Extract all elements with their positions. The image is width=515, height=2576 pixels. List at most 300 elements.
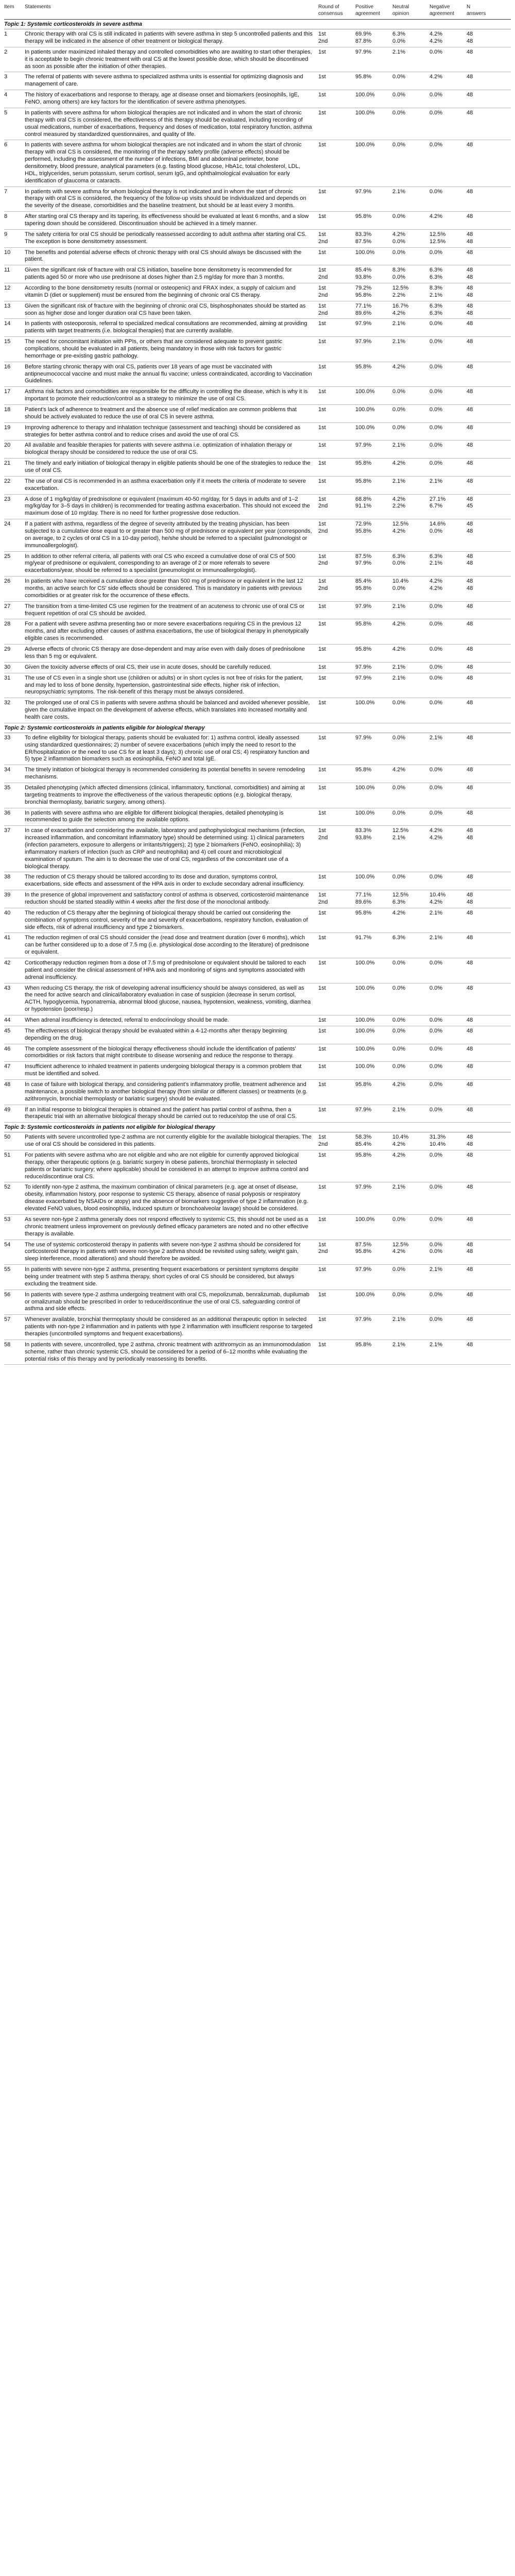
statement-text: Asthma risk factors and comorbidities are responsible for the difficulty in controlling the disease, which is why it is important to promote their reduction/control as a strategy to minimize the use of oral CS. bbox=[25, 388, 308, 402]
round-cell: 1st bbox=[318, 363, 326, 370]
round-cell: 1st bbox=[318, 442, 326, 449]
negative-cell: 0.0% bbox=[430, 784, 443, 791]
answers-cell: 48 bbox=[467, 1184, 473, 1191]
header-statements: Statements bbox=[25, 4, 51, 10]
table-row bbox=[4, 1215, 511, 1240]
statement-text: The reduction of CS therapy should be tailored according to its dose and duration, symptoms control, exacerbations, side effects and assessment of the HPA axis in order to exclude secondary adrenal insufficiency. bbox=[25, 874, 304, 888]
answers-cell: 48 bbox=[467, 909, 473, 916]
negative-cell: 0.0% bbox=[430, 1027, 443, 1034]
positive-cell: 100.0% bbox=[355, 1017, 375, 1024]
positive-cell: 95.8% bbox=[355, 363, 372, 370]
round-cell: 1st bbox=[318, 142, 326, 148]
negative-cell: 0.0% bbox=[430, 1017, 443, 1024]
table-row bbox=[4, 1015, 511, 1026]
table-row bbox=[4, 405, 511, 423]
neutral-cell: 4.2% bbox=[392, 1081, 406, 1088]
round-cell: 1st bbox=[318, 700, 326, 706]
item-number: 35 bbox=[4, 784, 11, 791]
answers-cell: 48 bbox=[467, 188, 473, 195]
neutral-cell: 0.0% bbox=[392, 109, 406, 116]
table-row bbox=[4, 577, 511, 602]
positive-cell: 95.8% bbox=[355, 74, 372, 80]
table-row bbox=[4, 459, 511, 477]
negative-cell: 0.0% bbox=[430, 1152, 443, 1159]
item-number: 18 bbox=[4, 406, 11, 413]
neutral-cell: 0.0% bbox=[392, 388, 406, 395]
round-cell: 1st bbox=[318, 767, 326, 773]
round-cell: 1st bbox=[318, 388, 326, 395]
item-number: 39 bbox=[4, 892, 11, 899]
answers-cell: 48 bbox=[467, 621, 473, 628]
neutral-cell: 0.0% bbox=[392, 874, 406, 880]
table-row bbox=[4, 212, 511, 230]
negative-cell: 2.1% bbox=[430, 734, 443, 741]
table-row bbox=[4, 337, 511, 362]
table-row bbox=[4, 1080, 511, 1105]
item-number: 19 bbox=[4, 424, 11, 431]
statement-text: For a patient with severe asthma presenting two or more severe exacerbations requiring CS in the previous 12 months, and after excluding other causes of asthma exacerbations, the use of biological therapy in phenotypically eligible cases is recommended. bbox=[25, 621, 309, 642]
answers-cell: 48 bbox=[467, 960, 473, 966]
topic-heading: Topic 1: Systemic corticosteroids in severe asthma bbox=[4, 20, 511, 29]
item-number: 36 bbox=[4, 809, 11, 816]
item-number: 13 bbox=[4, 302, 11, 309]
negative-cell: 0.0% bbox=[430, 424, 443, 431]
round-cell: 1st bbox=[318, 1045, 326, 1052]
table-row bbox=[4, 72, 511, 90]
item-number: 11 bbox=[4, 267, 10, 274]
answers-cell: 48 bbox=[467, 1081, 473, 1088]
table-row bbox=[4, 187, 511, 212]
statement-text: Patients with severe uncontrolled type-2 asthma are not currently eligible for the available biological therapies. The use of oral CS should be considered in this patients. bbox=[25, 1134, 312, 1148]
answers-cell: 48 bbox=[467, 674, 473, 681]
negative-cell: 0.0% bbox=[430, 142, 443, 148]
positive-cell: 58.3% 85.4% bbox=[355, 1134, 372, 1148]
statement-text: The reduction regimen of oral CS should consider the (read dose and treatment duration (over 6 months), which can be further considered up to a dose of 7.5 mg (i.e. physiological dose according to the literature) of prednisone or equivalent. bbox=[25, 935, 310, 956]
statement-text: In patients who have received a cumulative dose greater than 500 mg of prednisone or equivalent in the last 12 months, an active search for CS' side effects should be considered. This is mandatory in patients with previous comorbidities or at greater risk for the occurrence of these effects. bbox=[25, 578, 303, 599]
item-number: 37 bbox=[4, 827, 11, 834]
item-number: 56 bbox=[4, 1291, 11, 1298]
negative-cell: 0.0% bbox=[430, 388, 443, 395]
positive-cell: 87.5% 97.9% bbox=[355, 553, 372, 567]
item-number: 10 bbox=[4, 249, 11, 256]
positive-cell: 95.8% bbox=[355, 1341, 372, 1348]
table-row bbox=[4, 519, 511, 551]
item-number: 23 bbox=[4, 496, 11, 502]
item-number: 51 bbox=[4, 1152, 11, 1159]
answers-cell: 48 bbox=[467, 1017, 473, 1024]
round-cell: 1st bbox=[318, 784, 326, 791]
table-row bbox=[4, 984, 511, 1015]
negative-cell: 0.0% bbox=[430, 1291, 443, 1298]
table-row bbox=[4, 698, 511, 723]
neutral-cell: 8.3% 0.0% bbox=[392, 267, 406, 281]
neutral-cell: 0.0% bbox=[392, 1017, 406, 1024]
answers-cell: 48 bbox=[467, 1266, 473, 1273]
statement-text: The timely and early initiation of biological therapy in eligible patients should be one of the strategies to reduce the use of oral CS. bbox=[25, 460, 311, 474]
negative-cell: 0.0% bbox=[430, 700, 443, 706]
round-cell: 1st 2nd bbox=[318, 1134, 328, 1148]
positive-cell: 100.0% bbox=[355, 249, 375, 256]
neutral-cell: 12.5% 2.2% bbox=[392, 284, 409, 298]
item-number: 27 bbox=[4, 603, 11, 609]
negative-cell: 27.1% 6.7% bbox=[430, 496, 446, 510]
statement-text: Given the toxicity adverse effects of oral CS, their use in acute doses, should be carefully reduced. bbox=[25, 664, 272, 670]
round-cell: 1st bbox=[318, 74, 326, 80]
item-number: 7 bbox=[4, 188, 8, 195]
item-number: 44 bbox=[4, 1017, 11, 1024]
item-number: 5 bbox=[4, 109, 8, 116]
table-row bbox=[4, 248, 511, 266]
neutral-cell: 2.1% bbox=[392, 664, 406, 670]
positive-cell: 72.9% 95.8% bbox=[355, 521, 372, 535]
neutral-cell: 0.0% bbox=[392, 809, 406, 816]
answers-cell: 48 48 bbox=[467, 267, 473, 281]
table-row bbox=[4, 1105, 511, 1123]
neutral-cell: 10.4% 0.0% bbox=[392, 578, 409, 592]
negative-cell: 0.0% bbox=[430, 1184, 443, 1191]
table-row bbox=[4, 423, 511, 441]
statement-text: The use of systemic corticosteroid therapy in patients with severe non-type 2 asthma should be considered for corticosteroid therapy in patients with severe non-type 2 asthma should be revisited using safety, weight gain, sleep interference, mood alterations) and should therefore be avoided. bbox=[25, 1241, 301, 1262]
header-positive: Positive agreement bbox=[355, 4, 380, 16]
item-number: 42 bbox=[4, 960, 11, 966]
header-round: Round of consensus bbox=[318, 4, 343, 16]
neutral-cell: 2.1% bbox=[392, 48, 406, 55]
neutral-cell: 4.2% bbox=[392, 767, 406, 773]
round-cell: 1st bbox=[318, 603, 326, 609]
answers-cell: 48 bbox=[467, 1027, 473, 1034]
statement-text: In case of exacerbation and considering the available, laboratory and pathophysiological mechanisms (infection, increased inflammation, and concomitant inflammatory type) should be determined using: 1) clinical parameters (infection parameters, exposure to allergens or irritants/triggers); 2) type 2 biomarkers (FeNO, eosinophilia); 3) inflammatory markers of infection (such as CRP and neutrophilia) and 4) cell count and microbiological examination of sputum. The aim is to decrease the use of oral CS, regardless of the concomitant use of a biological therapy. bbox=[25, 827, 305, 870]
answers-cell: 48 bbox=[467, 338, 473, 345]
header-neutral: Neutral opinion bbox=[392, 4, 409, 16]
table-row bbox=[4, 1290, 511, 1315]
positive-cell: 95.8% bbox=[355, 478, 372, 484]
statement-text: The history of exacerbations and response to therapy, age at disease onset and biomarkers (eosinophils, IgE, FeNO, among others) are key factors for the identification of severe asthma phenotypes. bbox=[25, 92, 299, 106]
negative-cell: 0.0% bbox=[430, 603, 443, 609]
neutral-cell: 4.2% bbox=[392, 363, 406, 370]
item-number: 52 bbox=[4, 1184, 11, 1191]
negative-cell: 12.5% 12.5% bbox=[430, 231, 446, 245]
round-cell: 1st bbox=[318, 109, 326, 116]
negative-cell: 0.0% bbox=[430, 960, 443, 966]
statement-text: Chronic therapy with oral CS is still indicated in patients with severe asthma in step 5 uncontrolled patients and this therapy will be indicated in the absence of other treatment or biological therapy. bbox=[25, 31, 313, 45]
statement-text: Given the significant risk of fracture with the beginning of chronic oral CS, bisphosphonates should be started as soon as higher dose and longer duration oral CS have been taken. bbox=[25, 302, 306, 316]
positive-cell: 100.0% bbox=[355, 960, 375, 966]
statement-text: If an initial response to biological therapies is obtained and the patient has partial control of asthma, then a therapeutic trial with an alternative biological therapy should be carried out to reduce/stop the use of oral CS. bbox=[25, 1106, 297, 1120]
answers-cell: 48 bbox=[467, 646, 473, 653]
item-number: 46 bbox=[4, 1045, 11, 1052]
statement-text: For patients with severe asthma who are not eligible and who are not eligible for currently approved biological therapy, other therapeutic options (e.g. bariatric surgery in obese patients, bronchial thermoplasty in selected patients or bariatric surgery; where applicable) should be considered in an attempt to improve asthma control and reduce/discontinue oral CS. bbox=[25, 1152, 308, 1180]
statement-text: The need for concomitant initiation with PPIs, or others that are considered adequate to prevent gastric complications, should be evaluated in all patients, being mandatory in those with risk factors for gastric hemorrhage or pre-existing gastric pathology. bbox=[25, 338, 283, 359]
item-number: 33 bbox=[4, 734, 11, 741]
negative-cell: 0.0% bbox=[430, 460, 443, 467]
negative-cell: 2.1% bbox=[430, 1341, 443, 1348]
table-row bbox=[4, 387, 511, 405]
answers-cell: 48 48 bbox=[467, 827, 473, 841]
answers-cell: 48 bbox=[467, 700, 473, 706]
statement-text: In patients under maximized inhaled therapy and controlled comorbidities who are awaiting to start other therapies, it is acceptable to begin chronic treatment with oral CS at the lowest possible dose, which should be discontinued as soon as possible after the initiation of other therapies. bbox=[25, 48, 312, 70]
positive-cell: 100.0% bbox=[355, 388, 375, 395]
round-cell: 1st bbox=[318, 1341, 326, 1348]
item-number: 38 bbox=[4, 874, 11, 880]
item-number: 45 bbox=[4, 1027, 11, 1034]
neutral-cell: 4.2% bbox=[392, 460, 406, 467]
table-row bbox=[4, 1182, 511, 1214]
neutral-cell: 0.0% bbox=[392, 406, 406, 413]
neutral-cell: 0.0% bbox=[392, 1266, 406, 1273]
table-row bbox=[4, 645, 511, 663]
negative-cell: 2.1% bbox=[430, 478, 443, 484]
item-number: 12 bbox=[4, 284, 11, 291]
answers-cell: 48 bbox=[467, 213, 473, 220]
round-cell: 1st 2nd bbox=[318, 1241, 328, 1255]
round-cell: 1st bbox=[318, 92, 326, 98]
table-row bbox=[4, 283, 511, 301]
answers-cell: 48 bbox=[467, 809, 473, 816]
negative-cell: 0.0% bbox=[430, 767, 443, 773]
neutral-cell: 12.5% 6.3% bbox=[392, 892, 409, 905]
table-row bbox=[4, 826, 511, 872]
round-cell: 1st bbox=[318, 1216, 326, 1223]
statement-text: If a patient with asthma, regardless of the degree of severity attributed by the treating physician, has been subjected to a cumulative dose equal to or greater than 500 mg of prednisone or equivalent per year (corresponds, on average, to 2 cycles of oral CS in a 10-day period), he/she should be referred to a specialist (pulmonologist or immunoallergologist). bbox=[25, 521, 312, 549]
answers-cell: 48 bbox=[467, 478, 473, 484]
answers-cell: 48 48 bbox=[467, 302, 473, 316]
answers-cell: 48 bbox=[467, 249, 473, 256]
neutral-cell: 2.1% bbox=[392, 1106, 406, 1113]
neutral-cell: 0.0% bbox=[392, 424, 406, 431]
positive-cell: 100.0% bbox=[355, 109, 375, 116]
item-number: 48 bbox=[4, 1081, 11, 1088]
table-row bbox=[4, 733, 511, 765]
answers-cell: 48 bbox=[467, 1045, 473, 1052]
positive-cell: 100.0% bbox=[355, 1216, 375, 1223]
answers-cell: 48 bbox=[467, 1291, 473, 1298]
round-cell: 1st bbox=[318, 1184, 326, 1191]
round-cell: 1st bbox=[318, 478, 326, 484]
answers-cell: 48 bbox=[467, 935, 473, 941]
table-row bbox=[4, 783, 511, 808]
table-row bbox=[4, 890, 511, 908]
neutral-cell: 4.2% bbox=[392, 909, 406, 916]
round-cell: 1st bbox=[318, 48, 326, 55]
round-cell: 1st bbox=[318, 1266, 326, 1273]
table-body bbox=[4, 20, 511, 1365]
positive-cell: 95.8% bbox=[355, 909, 372, 916]
neutral-cell: 2.1% bbox=[392, 674, 406, 681]
statement-text: In patients with severe non-type 2 asthma, presenting frequent exacerbations or persistent symptoms despite being under treatment with step 5 asthma therapy, short cycles of oral CS should be considered, but always excluding the treatment side. bbox=[25, 1266, 299, 1287]
statement-text: Before starting chronic therapy with oral CS, patients over 18 years of age must be vaccinated with antipneumococcal vaccine and must make the annual flu vaccine; unless contraindicated, according to Vaccination Guidelines. bbox=[25, 363, 312, 384]
round-cell: 1st bbox=[318, 985, 326, 991]
neutral-cell: 0.0% bbox=[392, 74, 406, 80]
statement-text: The reduction of CS therapy after the beginning of biological therapy should be carried out considering the combination of symptoms control, severity of the and severity of exacerbations, respiratory function, evaluation of side effects, risk of adrenal insufficiency and type 2 biomarkers. bbox=[25, 909, 308, 930]
item-number: 25 bbox=[4, 553, 11, 560]
answers-cell: 48 48 bbox=[467, 578, 473, 592]
table-row bbox=[4, 808, 511, 826]
positive-cell: 97.9% bbox=[355, 674, 372, 681]
header-negative: Negative agreement bbox=[430, 4, 454, 16]
round-cell: 1st bbox=[318, 188, 326, 195]
table-row bbox=[4, 1240, 511, 1265]
statement-text: The use of oral CS is recommended in an asthma exacerbation only if it meets the criteria of moderate to severe exacerbation. bbox=[25, 478, 306, 492]
round-cell: 1st bbox=[318, 646, 326, 653]
item-number: 2 bbox=[4, 48, 8, 55]
round-cell: 1st 2nd bbox=[318, 31, 328, 45]
round-cell: 1st bbox=[318, 1027, 326, 1034]
table-row bbox=[4, 495, 511, 520]
neutral-cell: 0.0% bbox=[392, 734, 406, 741]
positive-cell: 97.9% bbox=[355, 603, 372, 609]
answers-cell: 48 bbox=[467, 92, 473, 98]
statement-text: In patients with severe type-2 asthma undergoing treatment with oral CS, mepolizumab, benralizumab, dupilumab or omalizumab should be prescribed in order to reduce/discontinue the use of oral CS, safeguarding control of asthma and side effects. bbox=[25, 1291, 310, 1312]
negative-cell: 6.3% 2.1% bbox=[430, 553, 443, 567]
item-number: 41 bbox=[4, 935, 11, 941]
answers-cell: 48 bbox=[467, 1063, 473, 1070]
round-cell: 1st 2nd bbox=[318, 231, 328, 245]
positive-cell: 95.8% bbox=[355, 460, 372, 467]
answers-cell: 48 bbox=[467, 1316, 473, 1323]
answers-cell: 48 bbox=[467, 874, 473, 880]
round-cell: 1st 2nd bbox=[318, 284, 328, 298]
answers-cell: 48 bbox=[467, 1216, 473, 1223]
negative-cell: 0.0% bbox=[430, 109, 443, 116]
item-number: 57 bbox=[4, 1316, 11, 1323]
negative-cell: 4.2% bbox=[430, 213, 443, 220]
table-row bbox=[4, 765, 511, 783]
item-number: 4 bbox=[4, 92, 8, 98]
round-cell: 1st bbox=[318, 809, 326, 816]
statement-text: A dose of 1 mg/kg/day of prednisolone or equivalent (maximum 40-50 mg/day, for 5 days in adults and of 1–2 mg/kg/day for 3–5 days in children) is recommended for treating asthma exacerbation. This should not exceed the maximum dose of 10 mg/day. There is no need for further progressive dose reduction. bbox=[25, 496, 310, 517]
negative-cell: 0.0% bbox=[430, 874, 443, 880]
table-row bbox=[4, 1150, 511, 1182]
neutral-cell: 4.2% 0.0% bbox=[392, 231, 406, 245]
positive-cell: 100.0% bbox=[355, 92, 375, 98]
statement-text: As severe non-type 2 asthma generally does not respond effectively to systemic CS, this should not be used as a chronic treatment unless improvement on previously defined efficacy parameters are noted and no other effective therapy is available. bbox=[25, 1216, 308, 1237]
round-cell: 1st bbox=[318, 406, 326, 413]
table-row bbox=[4, 362, 511, 387]
item-number: 16 bbox=[4, 363, 11, 370]
round-cell: 1st bbox=[318, 621, 326, 628]
statement-text: Whenever available, bronchial thermoplasty should be considered as an additional therapeutic option in selected patients with non-type 2 inflammation and in patients with type 2 inflammation with insufficient response to targeted therapies (uncontrolled symptoms and frequent exacerbations). bbox=[25, 1316, 313, 1337]
table-row bbox=[4, 673, 511, 699]
item-number: 30 bbox=[4, 664, 11, 670]
negative-cell: 0.0% bbox=[430, 621, 443, 628]
round-cell: 1st bbox=[318, 338, 326, 345]
neutral-cell: 0.0% bbox=[392, 1063, 406, 1070]
neutral-cell: 0.0% bbox=[392, 92, 406, 98]
round-cell: 1st bbox=[318, 960, 326, 966]
answers-cell: 48 bbox=[467, 460, 473, 467]
table-header bbox=[4, 3, 511, 20]
statement-text: Insufficient adherence to inhaled treatment in patients undergoing biological therapy is a common problem that must be identified and solved. bbox=[25, 1063, 302, 1077]
item-number: 24 bbox=[4, 521, 11, 528]
positive-cell: 97.9% bbox=[355, 1266, 372, 1273]
positive-cell: 95.8% bbox=[355, 646, 372, 653]
table-row bbox=[4, 29, 511, 47]
round-cell: 1st 2nd bbox=[318, 827, 328, 841]
negative-cell: 6.3% 6.3% bbox=[430, 302, 443, 316]
statement-text: After starting oral CS therapy and its tapering, its effectiveness should be evaluated at least 6 months, and a slow tapering down should be considered. Discontinuation should be achieved in a timely manner. bbox=[25, 213, 309, 227]
positive-cell: 97.9% bbox=[355, 1106, 372, 1113]
table-row bbox=[4, 301, 511, 319]
round-cell: 1st bbox=[318, 874, 326, 880]
neutral-cell: 0.0% bbox=[392, 700, 406, 706]
negative-cell: 8.3% 2.1% bbox=[430, 284, 443, 298]
table-row bbox=[4, 108, 511, 140]
answers-cell: 48 bbox=[467, 603, 473, 609]
positive-cell: 95.8% bbox=[355, 1152, 372, 1159]
neutral-cell: 4.2% bbox=[392, 646, 406, 653]
item-number: 6 bbox=[4, 142, 8, 148]
item-number: 17 bbox=[4, 388, 11, 395]
item-number: 34 bbox=[4, 767, 11, 773]
positive-cell: 97.9% bbox=[355, 188, 372, 195]
answers-cell: 48 48 bbox=[467, 231, 473, 245]
positive-cell: 97.9% bbox=[355, 338, 372, 345]
positive-cell: 95.8% bbox=[355, 213, 372, 220]
table-row bbox=[4, 1044, 511, 1062]
answers-cell: 48 48 bbox=[467, 1241, 473, 1255]
topic-heading: Topic 2: Systemic corticosteroids in patients eligible for biological therapy bbox=[4, 723, 511, 733]
positive-cell: 100.0% bbox=[355, 809, 375, 816]
item-number: 50 bbox=[4, 1134, 11, 1141]
round-cell: 1st 2nd bbox=[318, 892, 328, 905]
negative-cell: 0.0% bbox=[430, 338, 443, 345]
neutral-cell: 0.0% bbox=[392, 1216, 406, 1223]
round-cell: 1st bbox=[318, 249, 326, 256]
answers-cell: 48 48 bbox=[467, 521, 473, 535]
table-row bbox=[4, 477, 511, 495]
table-row bbox=[4, 958, 511, 984]
negative-cell: 0.0% bbox=[430, 406, 443, 413]
answers-cell: 48 bbox=[467, 142, 473, 148]
answers-cell: 48 bbox=[467, 784, 473, 791]
statement-text: Adverse effects of chronic CS therapy are dose-dependent and may arise even with daily doses of prednisolone less than 5 mg or equivalent. bbox=[25, 646, 305, 659]
statement-text: The transition from a time-limited CS use regimen for the treatment of an acuteness to chronic use of oral CS or frequent repetition of oral CS should be avoided. bbox=[25, 603, 304, 617]
table-row bbox=[4, 619, 511, 645]
table-row bbox=[4, 933, 511, 958]
negative-cell: 4.2% 4.2% bbox=[430, 827, 443, 841]
answers-cell: 48 bbox=[467, 664, 473, 670]
item-number: 22 bbox=[4, 478, 11, 484]
negative-cell: 31.3% 10.4% bbox=[430, 1134, 446, 1148]
round-cell: 1st bbox=[318, 1081, 326, 1088]
table-row bbox=[4, 1340, 511, 1365]
item-number: 21 bbox=[4, 460, 11, 467]
table-row bbox=[4, 440, 511, 459]
negative-cell: 2.1% bbox=[430, 935, 443, 941]
positive-cell: 95.8% bbox=[355, 621, 372, 628]
neutral-cell: 2.1% bbox=[392, 478, 406, 484]
negative-cell: 0.0% bbox=[430, 188, 443, 195]
neutral-cell: 0.0% bbox=[392, 985, 406, 991]
table-row bbox=[4, 908, 511, 934]
statement-text: In patients with severe asthma for whom biological therapy is not indicated and in whom the start of chronic therapy with oral CS is considered, the frequency of the follow-up visits should be individualized and depends on the severity of the disease, comorbidities and the baseline treatment, but should be at least every 3 months. bbox=[25, 188, 306, 209]
neutral-cell: 12.5% 4.2% bbox=[392, 1241, 409, 1255]
neutral-cell: 0.0% bbox=[392, 1291, 406, 1298]
neutral-cell: 12.5% 4.2% bbox=[392, 521, 409, 535]
item-number: 40 bbox=[4, 909, 11, 916]
item-number: 55 bbox=[4, 1266, 11, 1273]
table-row bbox=[4, 1132, 511, 1150]
item-number: 29 bbox=[4, 646, 11, 653]
round-cell: 1st 2nd bbox=[318, 302, 328, 316]
positive-cell: 97.9% bbox=[355, 442, 372, 449]
neutral-cell: 0.0% bbox=[392, 1045, 406, 1052]
positive-cell: 100.0% bbox=[355, 1027, 375, 1034]
table-row bbox=[4, 1265, 511, 1290]
round-cell: 1st 2nd bbox=[318, 521, 328, 535]
answers-cell: 48 bbox=[467, 388, 473, 395]
positive-cell: 100.0% bbox=[355, 985, 375, 991]
